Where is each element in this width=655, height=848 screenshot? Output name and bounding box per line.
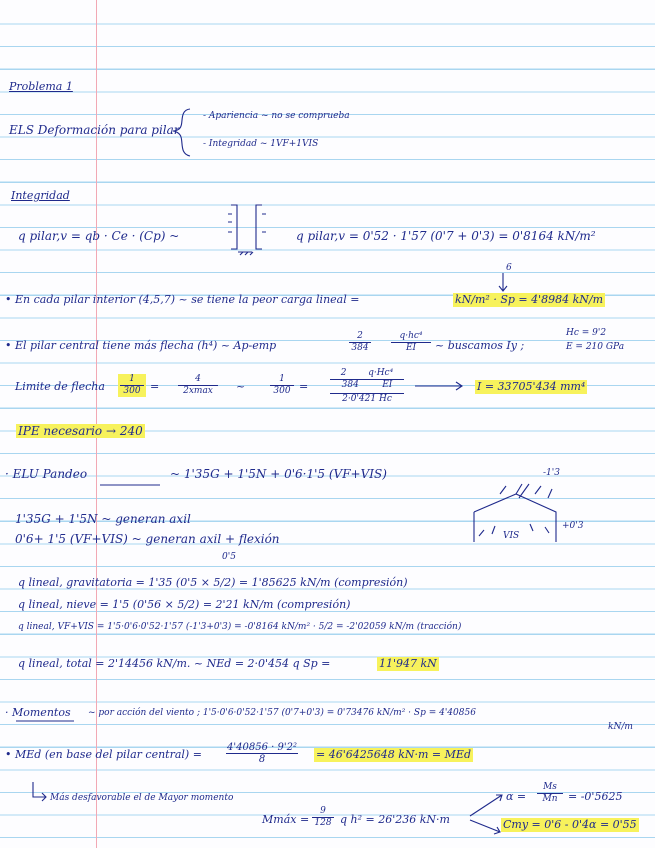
- limite-frac-1-num: 1: [120, 374, 144, 386]
- limite-frac-2-num: 4: [178, 374, 218, 386]
- momentos-unit: kN/m: [608, 722, 633, 732]
- pilar-interior-result: kN/m² · Sp = 4'8984 kN/m: [455, 293, 604, 306]
- limite-frac-1: [118, 374, 146, 397]
- axil-line-2: 0'6+ 1'5 (VF+VIS) ~ generan axil + flexión: [15, 532, 280, 546]
- flecha-frac-2: [391, 331, 431, 354]
- elu-pandeo-label: · ELU Pandeo: [5, 467, 88, 481]
- cmy-result: Cmy = 0'6 - 0'4α = 0'55: [503, 818, 637, 831]
- elu-pandeo-formula: ~ 1'35G + 1'5N + 0'6·1'5 (VF+VIS): [170, 467, 387, 481]
- els-branch-integridad: - Integridad ~ 1VF+1VIS: [203, 139, 319, 149]
- limite-frac-2: [178, 374, 218, 397]
- hook-arrow: [33, 782, 46, 801]
- alpha-lhs: α =: [506, 790, 527, 803]
- long-arrow: [415, 382, 462, 390]
- e-value: E = 210 GPa: [566, 342, 625, 352]
- med-text: • MEd (en base del pilar central) =: [5, 748, 202, 761]
- med-frac-den: 8: [258, 754, 266, 765]
- limite-frac-4: [330, 368, 404, 405]
- alpha-frac-den: Mn: [542, 794, 558, 804]
- limite-frac-1-den: 300: [123, 386, 141, 396]
- els-label: ELS Deformación para pilar: [9, 123, 180, 137]
- sketch-vis-label: VIS: [503, 531, 520, 541]
- flecha-frac-2-den: EI: [405, 343, 417, 353]
- problem-title: Problema 1: [9, 80, 73, 93]
- q-gravitatoria: q lineal, gravitatoria = 1'35 (0'5 × 5/2) = 1'85625 kN/m (compresión): [18, 576, 408, 589]
- limite-frac-4-den: 2·0'421 Hc: [330, 393, 404, 405]
- pilar-interior-text: • En cada pilar interior (4,5,7) ~ se tiene la peor carga lineal =: [5, 293, 360, 306]
- limite-frac-4-c: 384: [341, 380, 359, 390]
- els-branch-apariencia: - Apariencia ~ no se comprueba: [203, 111, 350, 121]
- alpha-frac-num: Ms: [537, 782, 563, 794]
- limite-approx: ~: [236, 380, 246, 393]
- limite-frac-3-den: 300: [273, 386, 291, 396]
- limite-label: Limite de flecha: [15, 380, 105, 393]
- inertia-result: I = 33705'434 mm⁴: [477, 380, 586, 393]
- q-viento: q lineal, VF+VIS = 1'5·0'6·0'52·1'57 (-1'3+0'3) = -0'8164 kN/m² · 5/2 = -2'02059 kN/m (tracción): [18, 622, 462, 632]
- limite-frac-4-a: 2: [340, 368, 347, 378]
- q-nieve: q lineal, nieve = 1'5 (0'56 × 5/2) = 2'21 kN/m (compresión): [18, 598, 351, 611]
- mmax-frac-den: 128: [314, 818, 332, 828]
- limite-frac-4-b: q·Hc⁴: [368, 368, 394, 378]
- integridad-formula: q pilar,v = qb · Ce · (Cp) ~: [18, 229, 180, 243]
- mmax-result: q h² = 26'236 kN·m: [340, 813, 450, 826]
- flecha-frac-1-den: 384: [351, 343, 369, 353]
- desfavorable-note: Más desfavorable el de Mayor momento: [50, 793, 234, 803]
- limite-frac-4-sub: [330, 380, 404, 391]
- mmax-frac: [312, 806, 334, 829]
- axil-line-1: 1'35G + 1'5N ~ generan axil: [15, 512, 191, 526]
- flecha-frac-1-num: 2: [349, 331, 371, 343]
- pillar-sketch: [228, 205, 266, 255]
- alpha-frac: [537, 782, 563, 805]
- med-frac: [226, 742, 298, 765]
- ipe-result: IPE necesario → 240: [18, 424, 143, 438]
- limite-frac-4-d: EI: [382, 380, 393, 390]
- alpha-rhs: = -0'5625: [568, 790, 623, 803]
- flecha-tail: ~ buscamos Iy ;: [435, 339, 525, 352]
- sp-arrow: [499, 273, 507, 291]
- mmax-frac-num: 9: [312, 806, 334, 818]
- momentos-label: · Momentos: [5, 706, 71, 719]
- q-total: q lineal, total = 2'14456 kN/m. ~ NEd = 2·0'454 q Sp =: [18, 657, 331, 670]
- limite-frac-2-den: 2xmax: [183, 386, 213, 396]
- flecha-frac-2-num: q·hc⁴: [391, 331, 431, 343]
- hc-value: Hc = 9'2: [566, 328, 607, 338]
- integridad-heading: Integridad: [11, 189, 70, 202]
- limite-eq-2: =: [299, 380, 309, 393]
- sketch-top-label: -1'3: [543, 468, 560, 478]
- sketch-right-label: +0'3: [562, 521, 584, 531]
- limite-frac-4-num: [330, 368, 404, 380]
- limite-frac-3: [270, 374, 294, 397]
- med-frac-num: 4'40856 · 9'2²: [227, 742, 297, 753]
- limite-eq-1: =: [150, 380, 160, 393]
- mmax-label: Mmáx =: [262, 813, 310, 826]
- med-result: = 46'6425648 kN·m = MEd: [316, 748, 471, 761]
- ned-result: 11'947 kN: [379, 657, 437, 670]
- flecha-text: • El pilar central tiene más flecha (h⁴) ~ Ap-emp: [5, 339, 277, 352]
- limite-frac-3-num: 1: [270, 374, 294, 386]
- sp-annotation: 6: [506, 263, 512, 273]
- integridad-result: q pilar,v = 0'52 · 1'57 (0'7 + 0'3) = 0'8164 kN/m²: [296, 229, 596, 243]
- flecha-frac-1: [349, 331, 371, 354]
- axil-annot: 0'5: [222, 552, 236, 562]
- momentos-text: ~ por acción del viento ; 1'5·0'6·0'52·1'57 (0'7+0'3) = 0'73476 kN/m² · Sp = 4'40856: [88, 708, 476, 718]
